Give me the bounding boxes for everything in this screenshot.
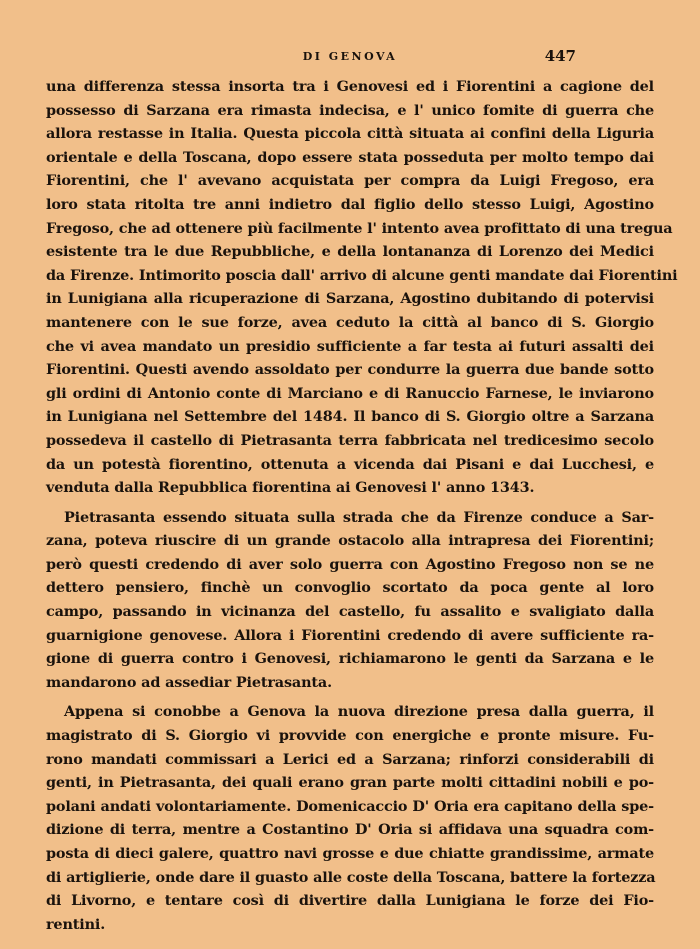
text-line: mantenere con le sue forze, avea ceduto la città al banco di S. Giorgio xyxy=(46,313,654,331)
text-line: zana, poteva riuscire di un grande ostacolo alla intrapresa dei Fiorentini; xyxy=(46,532,654,550)
text-line: esistente tra le due Repubbliche, e della lontananza di Lorenzo dei Medici xyxy=(46,243,654,261)
text-line: magistrato di S. Giorgio vi provvide con energiche e pronte misure. Fu- xyxy=(46,727,654,745)
text-line: di Livorno, e tentare così di divertire dalla Lunigiana le forze dei Fio- xyxy=(46,892,654,910)
paragraph-3 xyxy=(46,700,654,936)
text-line: in Lunigiana nel Settembre del 1484. Il banco di S. Giorgio oltre a Sarzana xyxy=(46,408,654,426)
text-line: guarnigione genovese. Allora i Fiorentini credendo di avere sufficiente ra- xyxy=(46,626,654,644)
text-line: da un potestà fiorentino, ottenuta a vicenda dai Pisani e dai Lucchesi, e xyxy=(46,455,654,473)
text-line: loro stata ritolta tre anni indietro dal figlio dello stesso Luigi, Agostino xyxy=(46,195,654,213)
text-line: in Lunigiana alla ricuperazione di Sarzana, Agostino dubitando di potervisi xyxy=(46,290,654,308)
text-line: dettero pensiero, finchè un convoglio scortato da poca gente al loro xyxy=(46,579,654,597)
text-line: gione di guerra contro i Genovesi, richiamarono le genti da Sarzana e le xyxy=(46,650,654,668)
paragraph-2 xyxy=(46,506,654,695)
text-line: Fregoso, che ad ottenere più facilmente l' intento avea profittato di una tregua xyxy=(46,219,673,237)
text-line: dizione di terra, mentre a Costantino D' Oria si affidava una squadra com- xyxy=(46,821,654,839)
text-line: Fiorentini. Questi avendo assoldato per condurre la guerra due bande sotto xyxy=(46,361,654,379)
text-line: rentini. xyxy=(46,915,106,933)
text-line: da Firenze. Intimorito poscia dall' arrivo di alcune genti mandate dai Fiorentini xyxy=(46,266,678,284)
text-line: una differenza stessa insorta tra i Genovesi ed i Fiorentini a cagione del xyxy=(46,78,654,95)
text-line: mandarono ad assediar Pietrasanta. xyxy=(46,673,332,691)
text-line: però questi credendo di aver solo guerra con Agostino Fregoso non se ne xyxy=(46,555,654,573)
text-line: Appena si conobbe a Genova la nuova direzione presa dalla guerra, il xyxy=(64,703,654,721)
text-line: possedeva il castello di Pietrasanta terra fabbricata nel tredicesimo secolo xyxy=(46,431,654,449)
text-line: rono mandati commissari a Lerici ed a Sarzana; rinforzi considerabili di xyxy=(46,750,654,768)
book-page xyxy=(46,0,678,949)
text-line: gli ordini di Antonio conte di Marciano e di Ranuccio Farnese, le inviarono xyxy=(46,384,654,402)
text-line: campo, passando in vicinanza del castello, fu assalito e svaligiato dalla xyxy=(46,603,654,621)
text-line: possesso di Sarzana era rimasta indecisa, e l' unico fomite di guerra che xyxy=(46,101,654,119)
text-line: polani andati volontariamente. Domenicaccio D' Oria era capitano della spe- xyxy=(46,797,654,815)
text-line: allora restasse in Italia. Questa piccola città situata ai confini della Liguria xyxy=(46,125,654,143)
text-body xyxy=(46,75,678,936)
text-line: venduta dalla Repubblica fiorentina ai Genovesi l' anno 1343. xyxy=(46,479,535,497)
text-line: Pietrasanta essendo situata sulla strada che da Firenze conduce a Sar- xyxy=(64,508,654,526)
page-number: 447 xyxy=(544,47,576,65)
text-line: orientale e della Toscana, dopo essere stata posseduta per molto tempo dai xyxy=(46,148,654,166)
text-line: che vi avea mandato un presidio sufficiente a far testa ai futuri assalti dei xyxy=(46,337,654,355)
running-head xyxy=(46,47,654,67)
text-line: genti, in Pietrasanta, dei quali erano gran parte molti cittadini nobili e po- xyxy=(46,774,654,792)
text-line: Fiorentini, che l' avevano acquistata per compra da Luigi Fregoso, era xyxy=(46,172,654,190)
paragraph-1 xyxy=(46,75,678,500)
text-line: di artiglierie, onde dare il guasto alle coste della Toscana, battere la fortezza xyxy=(46,868,656,886)
text-line: posta di dieci galere, quattro navi grosse e due chiatte grandissime, armate xyxy=(46,845,654,862)
running-title: DI GENOVA xyxy=(302,50,398,63)
